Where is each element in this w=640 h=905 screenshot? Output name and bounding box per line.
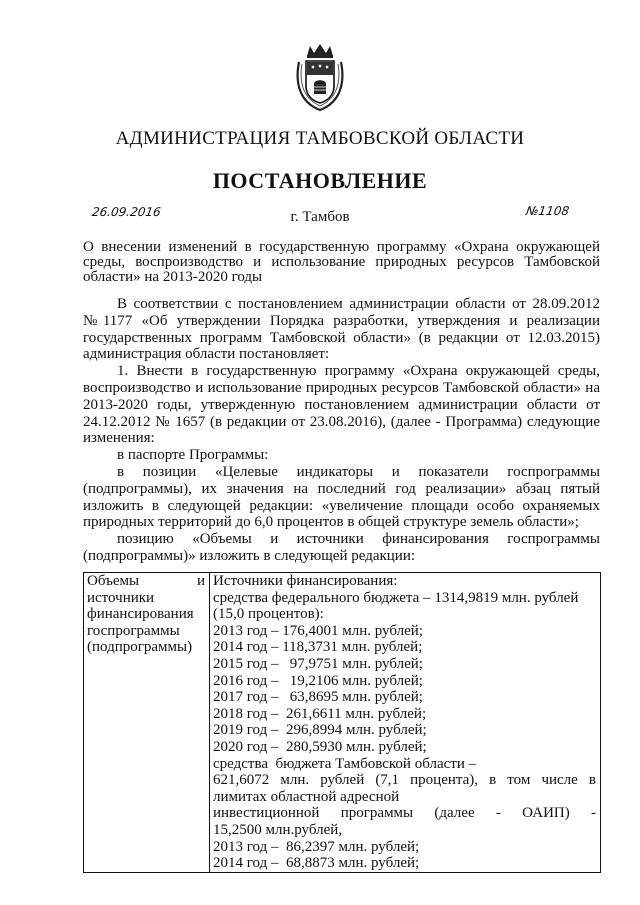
paragraph-indicators: в позиции «Целевые индикаторы и показатели госпрограммы (подпрограммы), их значения на последний год реализации» абзац пятый изложить в следующей редакции: «увеличение площади особо охраняемых природных территорий до 6,0 процентов в общей структуре земель области»;: [83, 463, 600, 531]
value-line: лимитах областной адресной: [213, 788, 400, 805]
value-line: 2014 год – 118,3731 млн. рублей;: [213, 639, 423, 656]
value-line: 15,2500 млн.рублей,: [213, 821, 343, 838]
value-line: средства федерального бюджета – 1314,9819 млн. рублей: [213, 589, 579, 606]
label-line: Объемы: [87, 573, 140, 589]
value-line: 2013 год – 176,4001 млн. рублей;: [213, 622, 423, 639]
value-line: 2019 год – 296,8994 млн. рублей;: [213, 722, 427, 739]
value-line: 2014 год – 68,8873 млн. рублей;: [213, 855, 420, 872]
label-line: источники: [87, 589, 155, 606]
label-line: и: [196, 573, 205, 589]
document-date: 26.09.2016: [91, 205, 162, 219]
document-subject: О внесении изменений в государственную программу «Охрана окружающей среды, воспроизводство и использование природных ресурсов Тамбовской области» на 2013-2020 годы: [83, 239, 600, 285]
paragraph-financing: позицию «Объемы и источники финансирования госпрограммы (подпрограммы)» изложить в следующей редакции:: [83, 531, 600, 564]
value-line: 2018 год – 261,6611 млн. рублей;: [213, 705, 427, 722]
organization-name: АДМИНИСТРАЦИЯ ТАМБОВСКОЙ ОБЛАСТИ: [115, 128, 525, 149]
value-line: 2016 год – 19,2106 млн. рублей;: [213, 672, 423, 689]
table-row: [84, 573, 601, 873]
document-body: [83, 296, 600, 565]
value-line: 2017 год – 63,8695 млн. рублей;: [213, 689, 423, 706]
value-line: (15,0 процентов):: [213, 606, 324, 623]
paragraph-item-1: 1. Внести в государственную программу «Охрана окружающей среды, воспроизводство и использование природных ресурсов Тамбовской области» на 2013-2020 годы, утвержденную постановлением администрации области от 24.12.2012 № 1657 (в редакции от 23.08.2016), (далее - Программа) следующие изменения:: [83, 363, 600, 447]
value-line: 2020 год – 280,5930 млн. рублей;: [213, 738, 427, 755]
document-type: ПОСТАНОВЛЕНИЕ: [212, 168, 428, 193]
document-city: г. Тамбов: [290, 209, 350, 225]
value-line: средства бюджета Тамбовской области –: [213, 755, 477, 772]
table-cell-value: [210, 573, 601, 873]
label-line: госпрограммы: [87, 622, 180, 639]
value-line: 2013 год – 86,2397 млн. рублей;: [213, 838, 420, 855]
value-line: инвестиционной программы (далее - ОАИП) -: [213, 805, 596, 822]
paragraph-passport: в паспорте Программы:: [117, 447, 269, 464]
document-number: №1108: [525, 204, 571, 218]
paragraph-preamble: В соответствии с постановлением администрации области от 28.09.2012 №1177 «Об утверждении Порядка разработки, утверждения и реализации государственных программ Тамбовской области» (в редакции от 12.03.2015) администрация области постановляет:: [83, 296, 600, 363]
value-line: 2015 год – 97,9751 млн. рублей;: [213, 655, 423, 672]
table-cell-label: [84, 573, 210, 873]
value-line: 621,6072 млн. рублей (7,1 процента), в том числе в: [213, 772, 596, 789]
label-line: финансирования: [87, 606, 194, 623]
value-line: Источники финансирования:: [213, 573, 398, 589]
coat-of-arms-icon: [293, 42, 347, 112]
label-line: (подпрограммы): [87, 639, 193, 656]
financing-table: [83, 572, 601, 873]
